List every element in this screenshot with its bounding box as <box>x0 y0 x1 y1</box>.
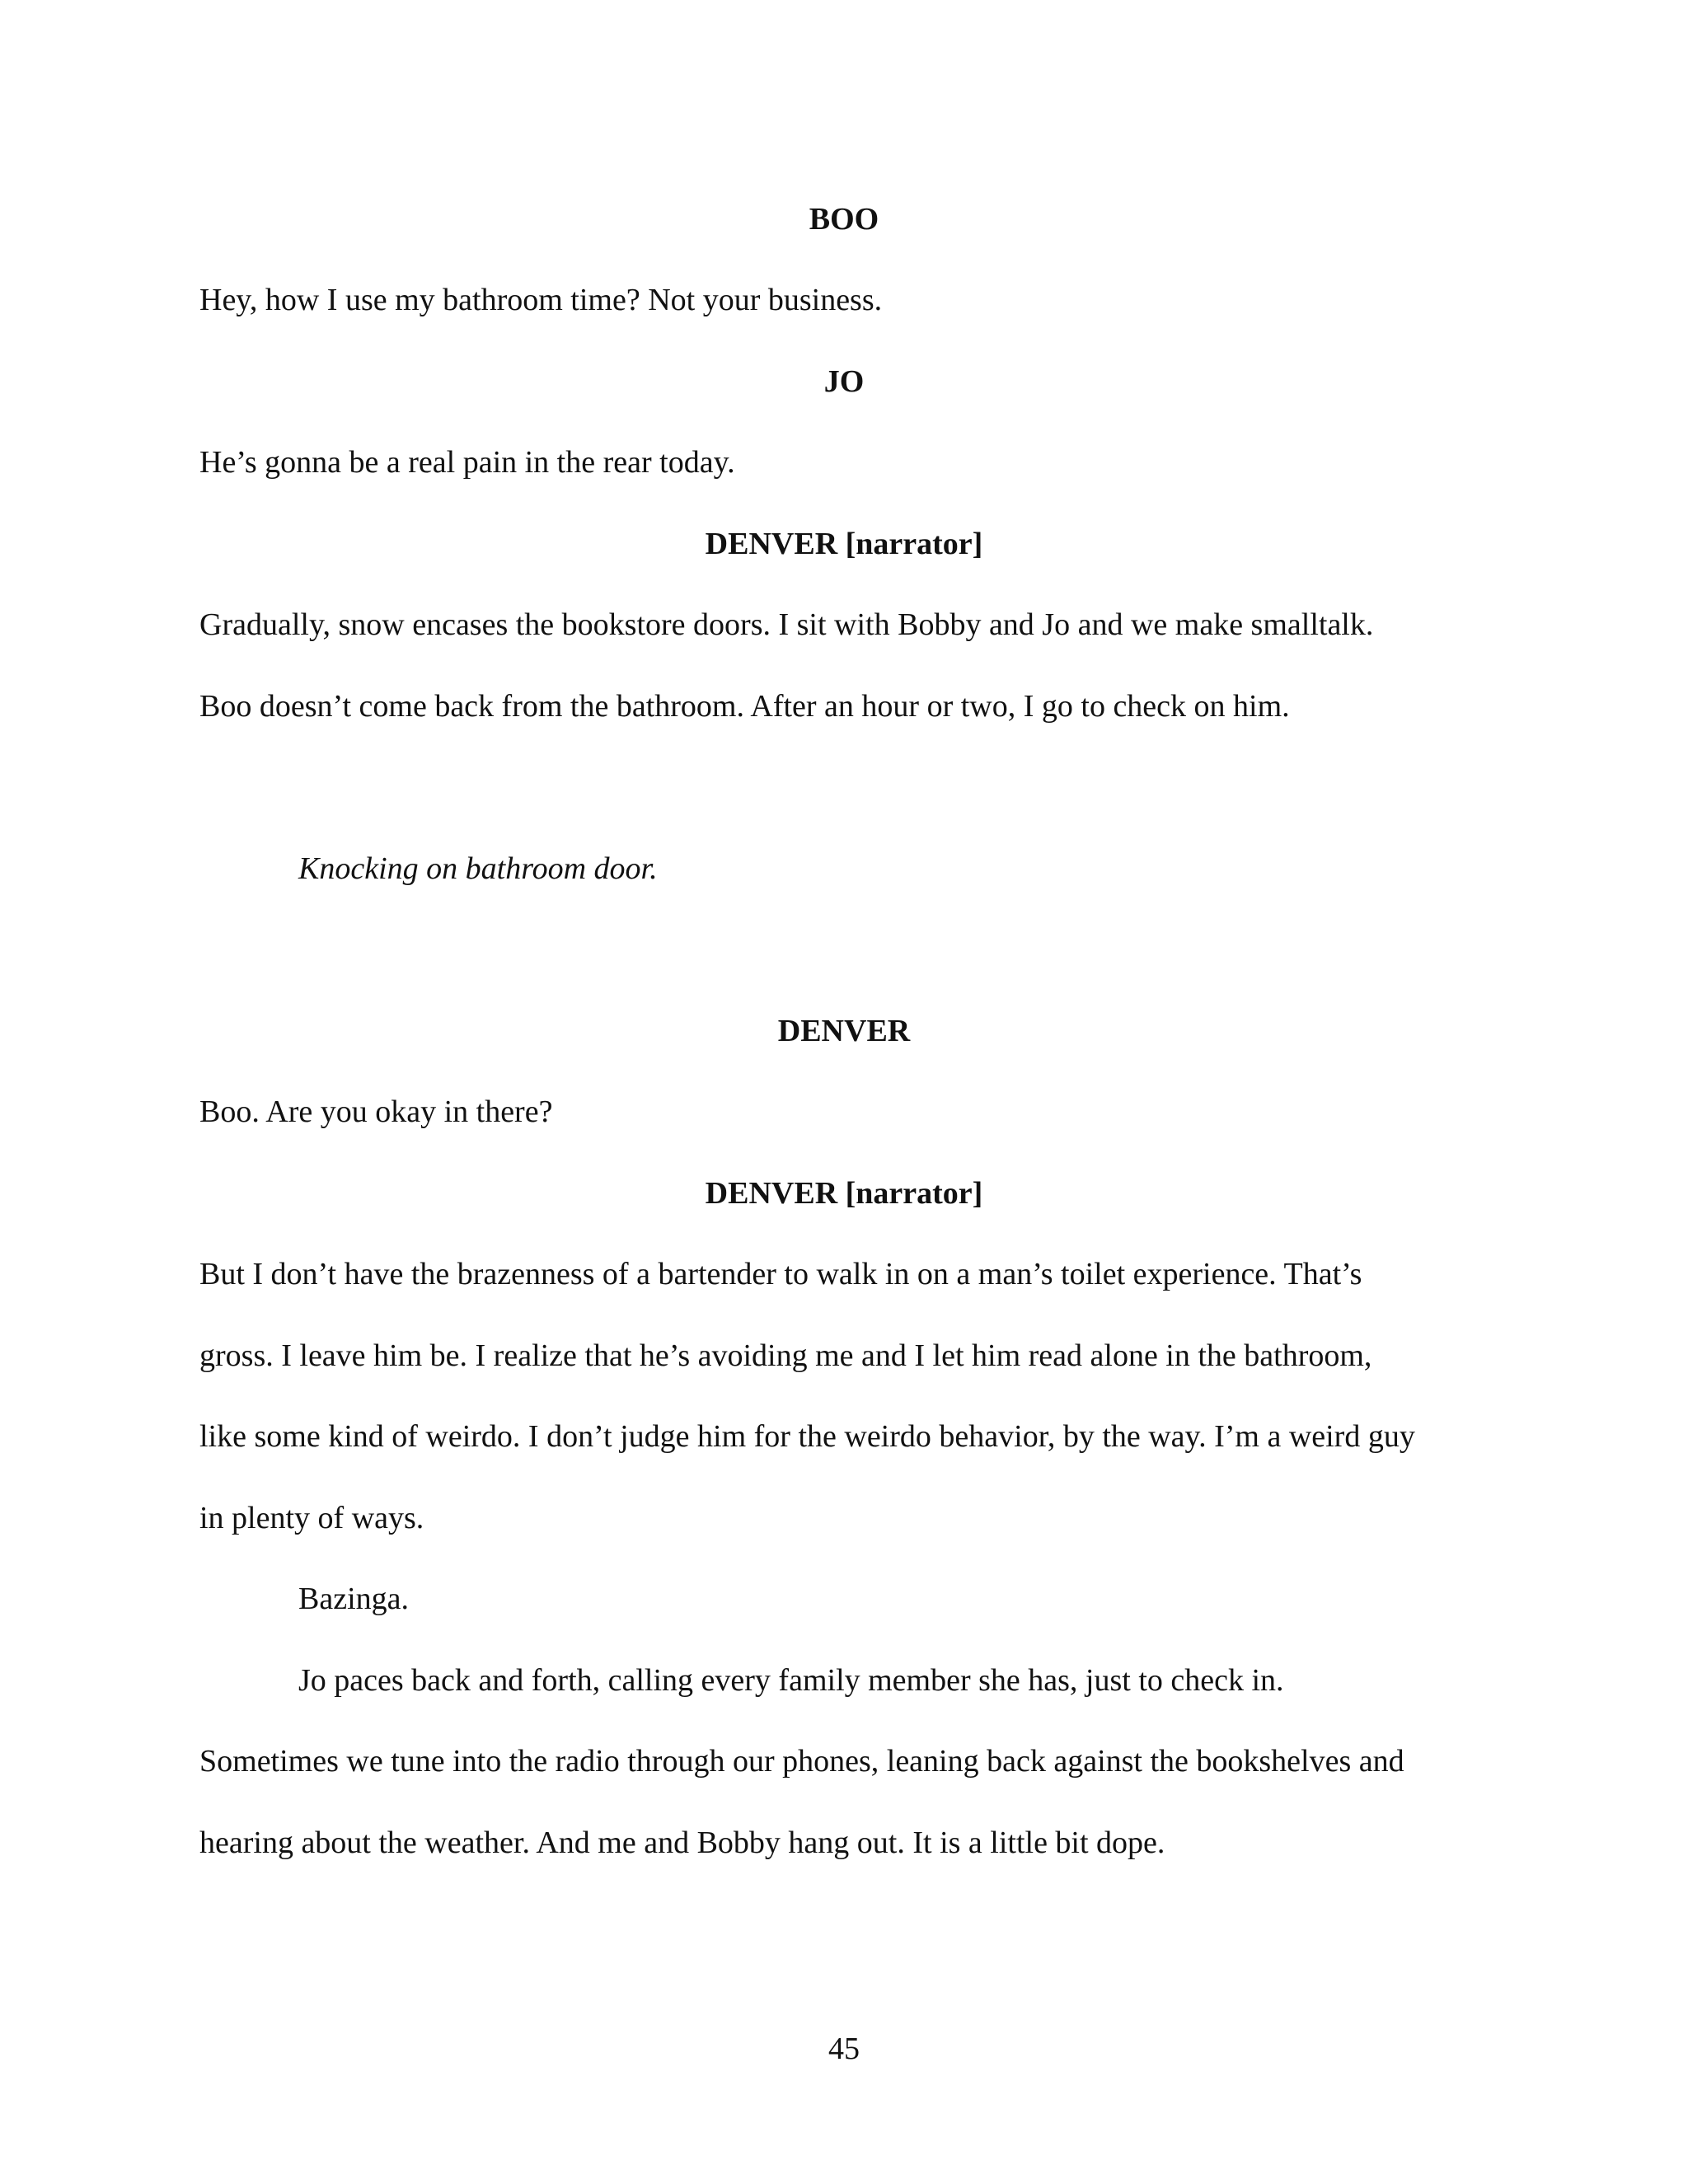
narration-line: gross. I leave him be. I realize that he’s avoiding me and I let him read alone in the bathroom, <box>199 1338 1372 1373</box>
narration-line: Boo doesn’t come back from the bathroom. After an hour or two, I go to check on him. <box>199 689 1290 724</box>
speaker-denver: DENVER <box>777 1014 911 1048</box>
narration-line: Sometimes we tune into the radio through our phones, leaning back against the bookshelves and <box>199 1744 1404 1779</box>
speaker-denver-narrator: DENVER [narrator] <box>705 1176 983 1211</box>
narration-line: like some kind of weirdo. I don’t judge him for the weirdo behavior, by the way. I’m a weird guy <box>199 1419 1415 1454</box>
speaker-denver-narrator: DENVER [narrator] <box>705 527 983 561</box>
narration-indented-line: Jo paces back and forth, calling every family member she has, just to check in. <box>298 1663 1284 1698</box>
narration-line: hearing about the weather. And me and Bobby hang out. It is a little bit dope. <box>199 1825 1165 1860</box>
narration-line: But I don’t have the brazenness of a bartender to walk in on a man’s toilet experience. That’s <box>199 1257 1362 1291</box>
dialogue-line: Hey, how I use my bathroom time? Not your business. <box>199 283 883 317</box>
narration-line: Gradually, snow encases the bookstore doors. I sit with Bobby and Jo and we make smalltalk. <box>199 607 1374 642</box>
stage-direction: Knocking on bathroom door. <box>298 851 658 886</box>
page-number: 45 <box>828 2032 860 2066</box>
dialogue-line: He’s gonna be a real pain in the rear today. <box>199 445 735 480</box>
dialogue-line: Boo. Are you okay in there? <box>199 1094 553 1129</box>
narration-indented-line: Bazinga. <box>298 1582 410 1616</box>
narration-line: in plenty of ways. <box>199 1501 424 1535</box>
speaker-boo: BOO <box>809 202 879 237</box>
speaker-jo: JO <box>823 364 865 399</box>
